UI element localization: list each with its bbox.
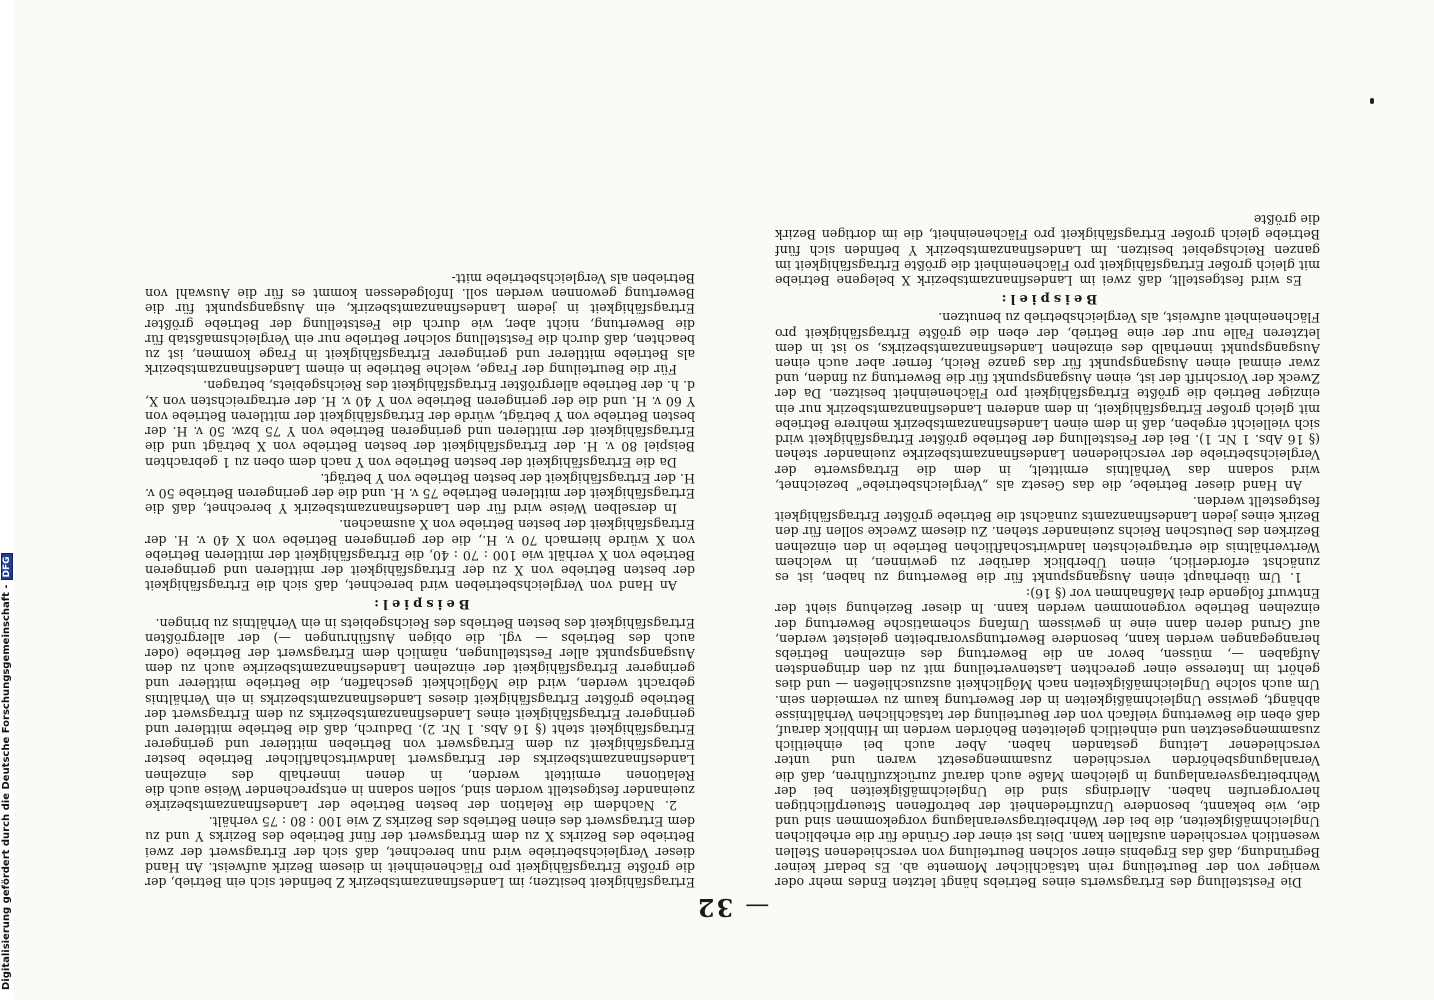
paragraph: 2. Nachdem die Relation der besten Betriebe der Landesfinanzamtsbezirke zueinander festgestellt worden sind, sollen sodann in entsprechender Weise auch die Relationen ermittelt werden, in denen innerhalb des einzelnen Landesfinanzamtsbezirks der Ertragswert landwirtschaftlicher Betriebe bester Ertragsfähigkeit zu dem Ertragswert von Betrieben mittlerer und geringerer Ertragsfähigkeit steht (§ 16 Abs. 1 Nr. 2). Dadurch, daß die Betriebe mittlerer und geringerer Ertragsfähigkeit eines Landesfinanzamtsbezirks zu dem Ertragswert der Betriebe größter Ertragsfähigkeit dieses Landesfinanzamtsbezirks in ein Verhältnis gebracht werden, wird die Möglichkeit geschaffen, die Betriebe mittlerer und geringerer Ertragsfähigkeit der einzelnen Landesfinanzamtsbezirke auch zu dem Ausgangspunkt aller Feststellungen, nämlich dem Ertragswert der Betriebe (oder auch des Betriebs — vgl. die obigen Ausführungen —) der allergrößten Ertragsfähigkeit des besten Betriebs des Reichsgebiets in ein Verhältnis zu bringen.: [145, 615, 695, 813]
example-paragraph: Es wird festgestellt, daß zwei im Landesfinanzamtsbezirk X belegene Betriebe mit gleich großer Ertragsfähigkeit pro Flächeneinheit die größte Ertragsfähigkeit im ganzen Reichsgebiet besitzen. Im Landesfinanzamtsbezirk Y befinden sich fünf Betriebe gleich großer Ertragsfähigkeit pro Flächeneinheit, die im dortigen Bezirk die größte: [775, 212, 1320, 289]
paragraph: 1. Um überhaupt einen Ausgangspunkt für die Bewertung zu haben, ist es zunächst erforderlich, einen Überblick darüber zu gewinnen, in welchem Wertverhältnis die ertragreichsten landwirtschaftlichen Betriebe in den einzelnen Bezirken des Deutschen Reichs zueinander stehen. Zu diesem Zwecke sollen für den Bezirk eines jeden Landesfinanzamts zunächst die Betriebe größter Ertragsfähigkeit festgestellt werden.: [775, 493, 1320, 585]
right-text-column: [145, 100, 695, 890]
page-number: 32: [695, 893, 734, 922]
rotated-page-content: [145, 110, 1320, 922]
digitization-note: [1, 553, 13, 990]
paragraph: An Hand dieser Betriebe, die das Gesetz als „Vergleichsbetriebe“ bezeichnet, wird sodann das Verhältnis ermittelt, in dem die Ertragswerte der Vergleichsbetriebe der verschiedenen Landesfinanzamtsbezirke zueinander stehen (§ 16 Abs. 1 Nr. 1). Bei der Feststellung der Betriebe größter Ertragsfähigkeit wird sich vielleicht ergeben, daß in dem einen Landesfinanzamtsbezirk mehrere Betriebe mit gleich großer Ertragsfähigkeit, in dem anderen Landesfinanzamtsbezirk nur ein einziger Betrieb die größte Ertragsfähigkeit pro Flächeneinheit besitzen. Da der Zweck der Vorschrift der ist, einen Ausgangspunkt für die Bewertung zu finden, und zwar einmal einen Ausgangspunkt für das ganze Reich, ferner aber auch einen Ausgangspunkt innerhalb des einzelnen Landesfinanzamtsbezirks, so ist in dem letzteren Falle nur der eine Betrieb, der eben die größte Ertragsfähigkeit pro Flächeneinheit aufweist, als Vergleichsbetrieb zu benutzen.: [775, 310, 1320, 493]
example-paragraph: An Hand von Vergleichsbetrieben wird berechnet, daß sich die Ertragsfähigkeit der besten Betriebe von X zu der Ertragsfähigkeit der mittleren und geringeren Betriebe von X verhält wie 100 : 70 : 40, die Ertragsfähigkeit der mittleren Betriebe von X würde hiernach 70 v. H., die der geringeren Betriebe von X 40 v. H. der Ertragsfähigkeit der besten Betriebe von X ausmachen.: [145, 517, 695, 594]
left-text-column: [775, 100, 1320, 890]
scan-speck: [1370, 98, 1374, 104]
example-heading: Beispiel:: [997, 291, 1098, 307]
example-paragraph: Für die Beurteilung der Frage, welche Betriebe in einem Landesfinanzamtsbezirk als Betriebe mittlerer und geringerer Ertragsfähigkeit in Frage kommen, ist zu beachten, daß durch die Feststellung solcher Betriebe nur ein Vergleichsmaßstab für die Bewertung, nicht aber, wie durch die Feststellung der Betriebe größter Ertragsfähigkeit in jedem Landesfinanzamtsbezirk, ein Ausgangspunkt für die Bewertung gewonnen werden soll. Infolgedessen kommt es für die Auswahl von Betrieben als Vergleichsbetriebe mitt-: [145, 271, 695, 378]
example-paragraph: Da die Ertragsfähigkeit der besten Betriebe von Y nach dem oben zu 1 gebrachten Beispiel 80 v. H. der Ertragsfähigkeit der besten Betriebe von X beträgt und die Ertragsfähigkeit der mittleren und geringeren Betriebe von Y 75 bzw. 50 v. H. der besten Betriebe von Y beträgt, würde der Ertragsfähigkeit der mittleren Betriebe von Y 60 v. H. und die der geringeren Betriebe von Y 40 v. H. der ertragreichsten von X, d. h. der Betriebe allergrößter Ertragsfähigkeit des Reichsgebiets, betragen.: [145, 378, 695, 470]
digitization-note-text: Digitalisierung gefördert durch die Deutsche Forschungsgemeinschaft -: [1, 584, 12, 990]
paragraph: Die Feststellung des Ertragswerts eines Betriebs hängt letzten Endes mehr oder weniger von der Beurteilung rein tatsächlicher Momente ab. Es bedarf keiner Begründung, daß das Ergebnis einer solchen Beurteilung von verschiedenen Stellen wesentlich verschieden ausfallen kann. Dies ist einer der Gründe für die erheblichen Ungleichmäßigkeiten, die bei der Wehrbeitragsveranlagung vorgekommen sind und die, wie bekannt, besondere Unzufriedenheit der betroffenen Steuerpflichtigen hervorgerufen haben. Allerdings sind die Ungleichmäßigkeiten bei der Wehrbeitragsveranlagung in gleichem Maße auch darauf zurückzuführen, daß die Veranlagungsbehörden verschieden zusammengesetzt waren und unter verschiedener Leitung gestanden haben. Aber auch bei einheitlich zusammengesetzten und einheitlich geleiteten Behörden werden im Hinblick darauf, daß eben die Bewertung vielfach von der Beurteilung der tatsächlichen Verhältnisse abhängt, gewisse Ungleichmäßigkeiten in der Bewertung kaum zu vermeiden sein. Um auch solche Ungleichmäßigkeiten nach Möglichkeit auszuschließen — und dies gehört im Interesse einer gerechten Lastenverteilung mit zu den dringendsten Aufgaben —, müssen, bevor an die Bewertung des einzelnen Betriebs herangegangen werden kann, besondere Bewertungsvorarbeiten geleistet werden, auf Grund deren dann eine in gewissem Umfang schematische Bewertung der einzelnen Betriebe vorgenommen werden kann. In dieser Beziehung sieht der Entwurf folgende drei Maßnahmen vor (§ 16):: [775, 586, 1320, 890]
digitization-sidebar: [0, 0, 14, 1000]
paragraph: Ertragsfähigkeit besitzen; im Landesfinanzamtsbezirk Z befindet sich ein Betrieb, der die größte Ertragsfähigkeit pro Flächeneinheit in diesem Bezirk aufweist. An Hand dieser Vergleichsbetriebe wird nun berechnet, daß sich der Ertragswert der zwei Betriebe des Bezirks X zu dem Ertragswert der fünf Betriebe des Bezirks Y und zu dem Ertragswert des einen Betriebs des Bezirks Z wie 100 : 80 : 75 verhält.: [145, 814, 695, 890]
example-paragraph: In derselben Weise wird für den Landesfinanzamtsbezirk Y berechnet, daß die Ertragsfähigkeit der mittleren Betriebe 75 v. H. und die der geringeren Betriebe 50 v. H. der Ertragsfähigkeit der besten Betriebe von Y beträgt.: [145, 470, 695, 517]
dfg-logo: DFG: [1, 553, 13, 580]
page-number-dash: —: [743, 893, 770, 921]
example-heading: Beispiel:: [370, 596, 470, 612]
page-number-header: [145, 893, 1320, 922]
